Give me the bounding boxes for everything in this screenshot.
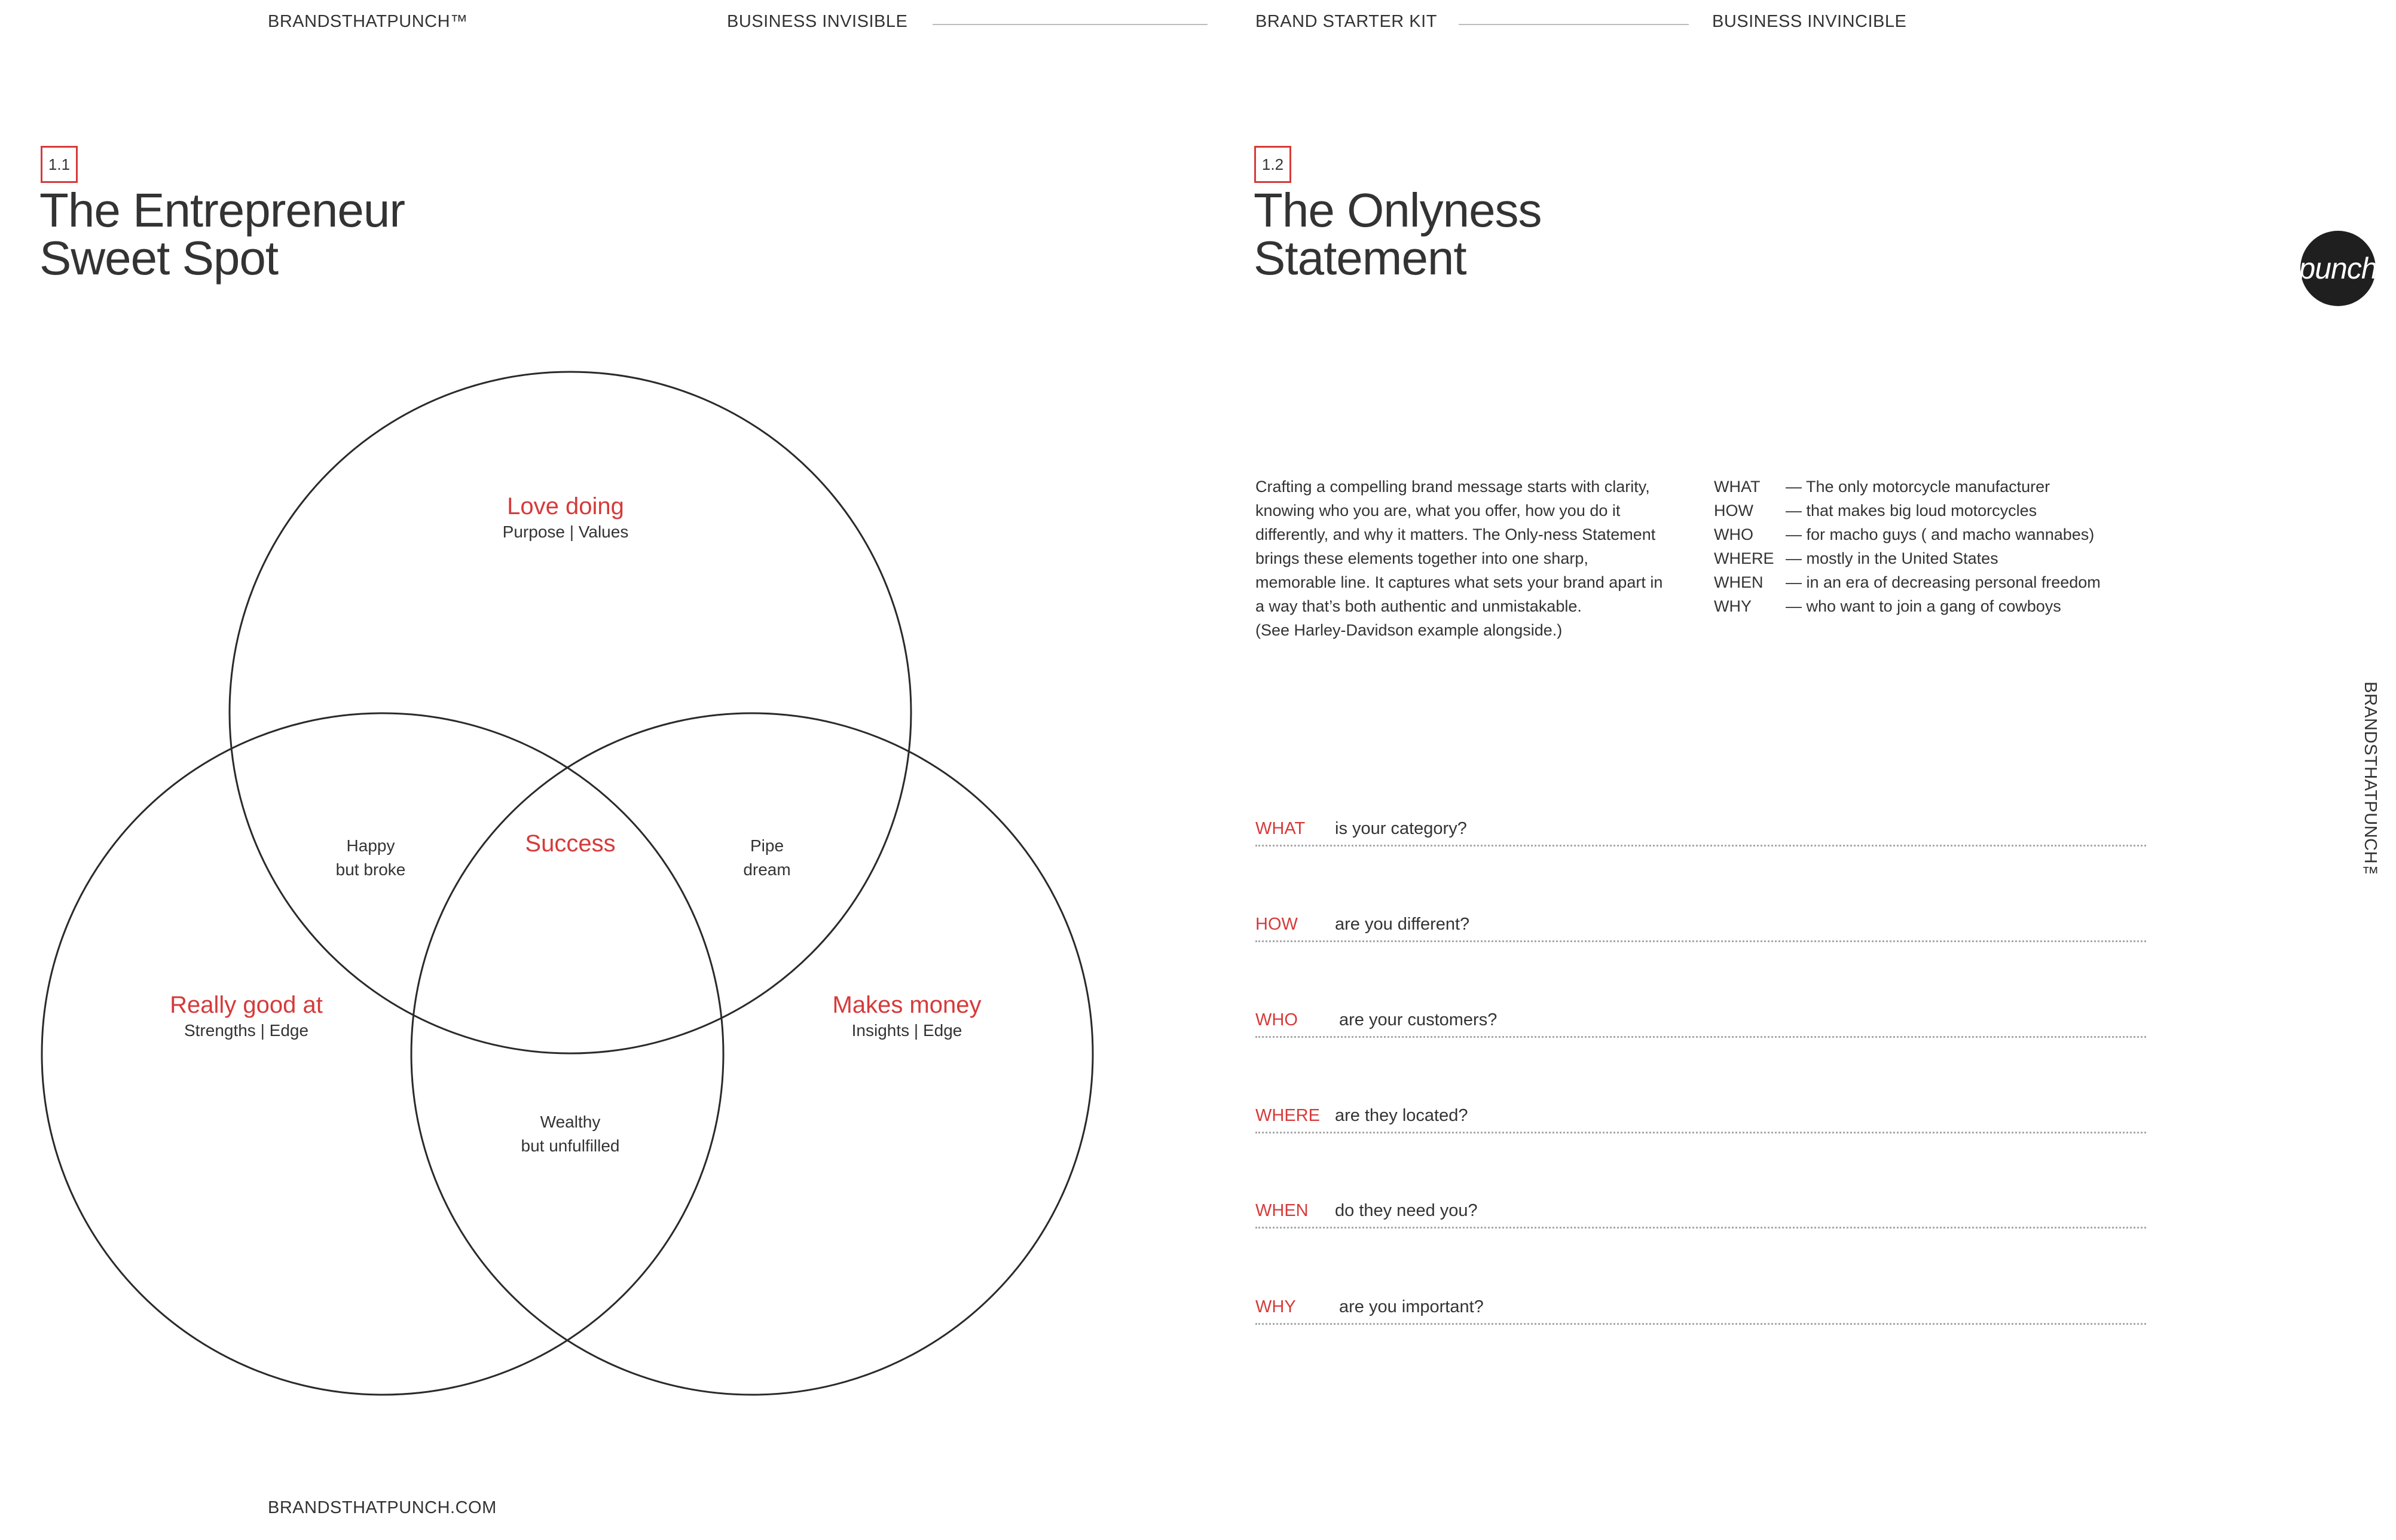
example-value: — mostly in the United States <box>1786 549 1998 567</box>
worksheet-row-what[interactable] <box>1255 817 2146 847</box>
question-text: are they located? <box>1335 1106 1468 1125</box>
example-value: — in an era of decreasing personal freedom <box>1786 573 2101 591</box>
description-line: brings these elements together into one sharp, <box>1255 549 1588 567</box>
venn-right-title: Makes money <box>832 992 982 1018</box>
title-line-2: Statement <box>1254 231 1466 285</box>
title-line-1: The Entrepreneur <box>39 184 405 237</box>
question-key: WHEN <box>1255 1201 1309 1220</box>
venn-top-right-overlap <box>743 834 790 882</box>
question-text: are you different? <box>1335 915 1470 934</box>
venn-left-title: Really good at <box>170 992 323 1018</box>
venn-top-title: Love doing <box>507 493 624 520</box>
venn-bottom-overlap <box>521 1110 619 1158</box>
description-line: differently, and why it matters. The Only-ness Statement <box>1255 525 1656 543</box>
overlap-line-2: but unfulfilled <box>521 1136 620 1155</box>
example-row <box>1714 522 2094 546</box>
example-value: — The only motorcycle manufacturer <box>1786 478 2050 496</box>
worksheet-row-when[interactable] <box>1255 1199 2146 1229</box>
venn-right-sub: Insights | Edge <box>851 1021 962 1040</box>
example-key: WHY <box>1714 597 1752 615</box>
example-row <box>1714 475 2050 499</box>
side-brand-label: BRANDSTHATPUNCH™ <box>2361 682 2380 884</box>
venn-center-label <box>525 830 615 857</box>
example-value: — for macho guys ( and macho wannabes) <box>1786 525 2095 543</box>
question-text: are you important? <box>1339 1297 1484 1316</box>
venn-left-label <box>170 991 323 1043</box>
worksheet-row-who[interactable] <box>1255 1008 2146 1038</box>
header-brand: BRANDSTHATPUNCH™ <box>268 12 468 31</box>
venn-top-label <box>503 493 629 544</box>
header-kit: BRAND STARTER KIT <box>1255 12 1437 31</box>
example-row <box>1714 594 2061 618</box>
overlap-line-2: but broke <box>335 860 406 879</box>
title-line-2: Sweet Spot <box>39 231 279 285</box>
worksheet-row-how[interactable] <box>1255 912 2146 942</box>
venn-right-label <box>833 991 982 1043</box>
section-number-1-1: 1.1 <box>41 146 78 183</box>
worksheet-row-where[interactable] <box>1255 1104 2146 1133</box>
venn-circle-right <box>411 713 1093 1395</box>
example-key: WHO <box>1714 525 1753 543</box>
venn-top-left-overlap <box>336 834 406 882</box>
question-text: is your category? <box>1335 819 1467 838</box>
venn-diagram <box>0 0 1136 1540</box>
venn-center-title: Success <box>525 830 616 857</box>
question-text: do they need you? <box>1335 1201 1478 1220</box>
section-title-onlyness <box>1254 184 1542 285</box>
overlap-line-1: Pipe <box>750 836 784 855</box>
footer-url[interactable]: BRANDSTHATPUNCH.COM <box>268 1498 497 1517</box>
question-key: WHERE <box>1255 1106 1320 1125</box>
description-line: knowing who you are, what you offer, how you do it <box>1255 502 1621 520</box>
example-value: — that makes big loud motorcycles <box>1786 502 2037 520</box>
example-key: WHERE <box>1714 549 1774 567</box>
venn-circle-top <box>230 372 911 1053</box>
onlyness-description <box>1255 475 1692 642</box>
venn-circle-left <box>42 713 723 1395</box>
question-key: WHAT <box>1255 819 1306 838</box>
question-text: are your customers? <box>1339 1010 1498 1029</box>
example-row <box>1714 499 2037 522</box>
description-line: (See Harley-Davidson example alongside.) <box>1255 621 1563 639</box>
description-line: memorable line. It captures what sets your brand apart in <box>1255 573 1663 591</box>
question-key: WHO <box>1255 1010 1298 1029</box>
overlap-line-1: Happy <box>346 836 395 855</box>
example-key: HOW <box>1714 502 1753 520</box>
description-line: Crafting a compelling brand message starts with clarity, <box>1255 478 1650 496</box>
example-key: WHAT <box>1714 478 1761 496</box>
example-key: WHEN <box>1714 573 1764 591</box>
example-value: — who want to join a gang of cowboys <box>1786 597 2061 615</box>
question-key: WHY <box>1255 1297 1296 1316</box>
example-row <box>1714 570 2101 594</box>
venn-left-sub: Strengths | Edge <box>184 1021 309 1040</box>
question-key: HOW <box>1255 915 1298 934</box>
example-row <box>1714 546 1998 570</box>
overlap-line-2: dream <box>743 860 791 879</box>
header-right-section: BUSINESS INVINCIBLE <box>1712 12 1907 31</box>
section-number-1-2: 1.2 <box>1254 146 1291 183</box>
description-line: a way that’s both authentic and unmistakable. <box>1255 597 1582 615</box>
title-line-1: The Onlyness <box>1254 184 1542 237</box>
punch-logo <box>2300 231 2376 306</box>
worksheet-row-why[interactable] <box>1255 1295 2146 1325</box>
header-left-section: BUSINESS INVISIBLE <box>727 12 908 31</box>
header-divider-right <box>1459 24 1689 25</box>
logo-text: punch <box>2299 252 2377 285</box>
overlap-line-1: Wealthy <box>540 1113 601 1131</box>
venn-top-sub: Purpose | Values <box>502 522 629 541</box>
